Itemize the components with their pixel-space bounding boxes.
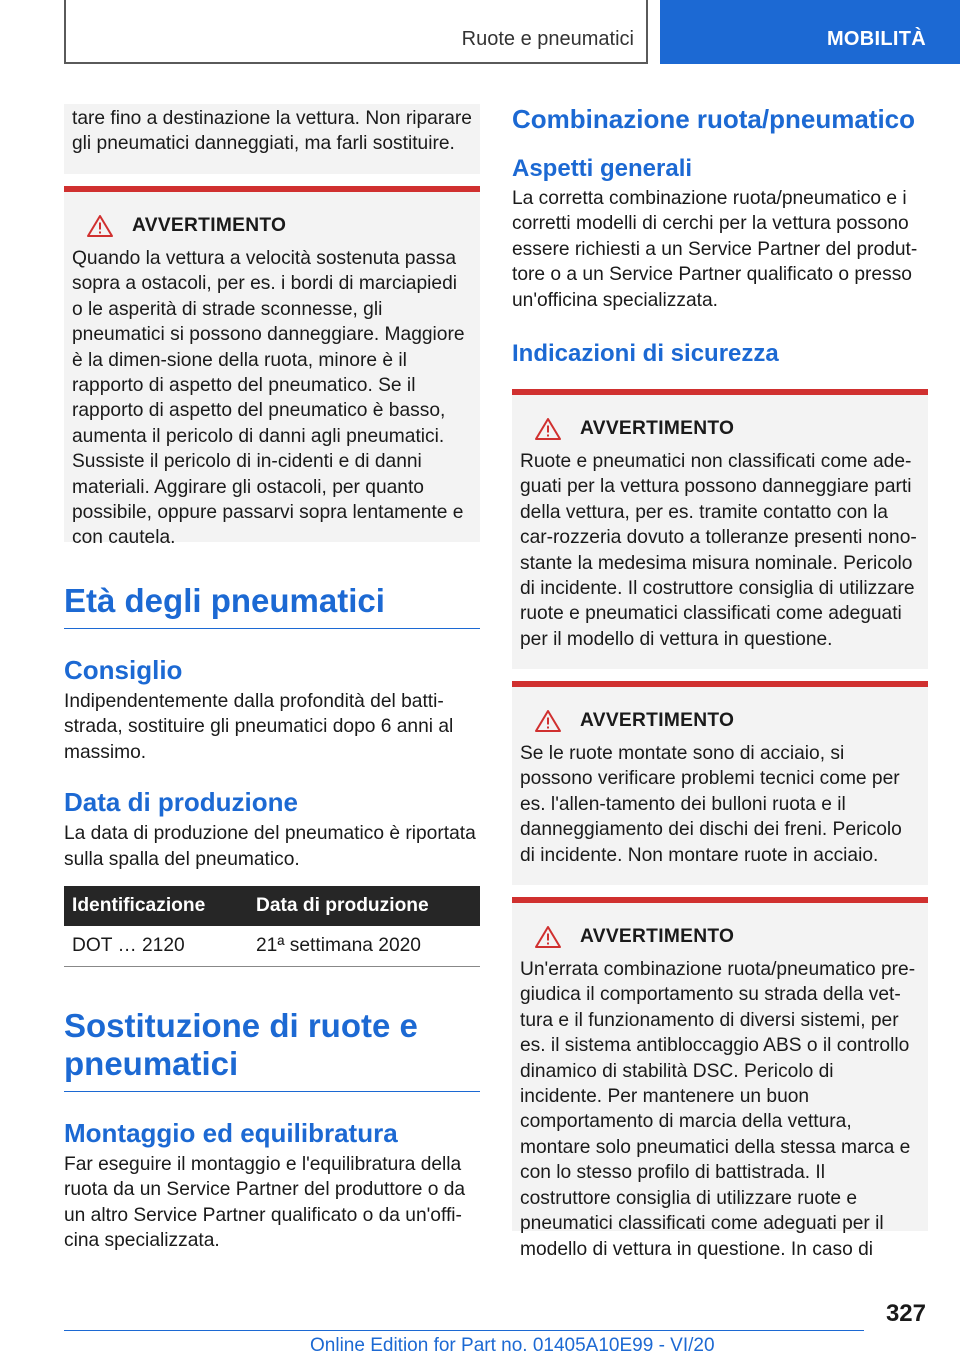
warning-text: Se le ruote montate sono di acciaio, si possono verificare problemi tecnici come per es. l'allen-tamento dei bulloni ruota e il danneggiamento dei dischi dei freni. Pericolo di incidente. Non montare ruote in acciaio. (520, 743, 902, 866)
warning-triangle-icon (534, 925, 562, 949)
warning-triangle-icon (86, 214, 114, 238)
section-heading-age: Età degli pneumatici (64, 582, 385, 619)
heading-combination: Combinazione ruota/pneumatico (512, 104, 916, 134)
replace-section-header (64, 1007, 480, 1092)
warning-triangle-icon (534, 417, 562, 441)
age-section-header (64, 582, 480, 629)
production-date-table (64, 886, 480, 967)
table-header-cell: Identificazione (64, 886, 248, 926)
warning-text: Un'errata combinazione ruota/pneumatico pre-giudica il comportamento su strada della vet-tura e il funzionamento di diversi sistemi, per es. il sistema antibloccaggio ABS o il controllo dinamico di stabilità DSC. Pericolo di incidente. Per mantenere un buon comportamento di marcia della vettura, montare solo pneumatici della stessa marca e con lo stesso profilo di battistrada. Il costruttore consiglia di utilizzare ruote e pneumatici classificati come adeguati per il modello di vettura in questione. In caso di (520, 959, 916, 1260)
heading-mounting: Montaggio ed equilibratura (64, 1118, 398, 1149)
footer-edition: Online Edition for Part no. 01405A10E99 - VI/20 (310, 1335, 715, 1356)
header-chapter-tab (660, 0, 960, 64)
advice-text: Indipendentemente dalla profondità del batti-strada, sostituire gli pneumatici dopo 6 anni al massimo. (64, 691, 454, 763)
heading-general: Aspetti generali (512, 155, 693, 182)
intro-box (64, 104, 480, 174)
page-number: 327 (885, 1300, 926, 1327)
warning-title: AVVERTIMENTO (580, 710, 735, 732)
left-column (64, 104, 480, 1254)
header-chapter-title: MOBILITÀ (826, 28, 926, 50)
table-header-cell: Data di produzione (248, 886, 480, 926)
warning-title: AVVERTIMENTO (580, 926, 735, 948)
footer-rule (64, 1330, 864, 1331)
header-section-title: Ruote e pneumatici (461, 28, 634, 50)
mounting-text: Far eseguire il montaggio e l'equilibratura della ruota da un Service Partner del produttore o da un altro Service Partner qualificato o da un'offi-cina specializzata. (64, 1154, 466, 1252)
heading-safety: Indicazioni di sicurezza (512, 340, 779, 368)
heading-production-date: Data di produzione (64, 787, 298, 818)
warning-text: Quando la vettura a velocità sostenuta passa sopra a ostacoli, per es. i bordi di marciapiedi o le asperità di strade sconnesse, gli pneumatici si possono danneggiare. Maggiore è la dimen-sione della ruota, minore è il rapporto di aspetto del pneumatico. Se il rapporto di aspetto del pneumatico è basso, aumenta il pericolo di danni agli pneumatici. Sussiste il pericolo di in-cidenti e di danni materiali. Aggirare gli ostacoli, per quanto possibile, oppure passarvi sopra lentamente e con cautela. (72, 248, 465, 549)
warning-box-1 (64, 186, 480, 549)
table-row (64, 926, 480, 967)
table-cell: DOT … 2120 (64, 926, 248, 967)
heading-advice: Consiglio (64, 655, 183, 685)
warning-box-3 (512, 681, 928, 885)
warning-box-4 (512, 897, 928, 1260)
warning-title: AVVERTIMENTO (132, 215, 287, 236)
warning-title: AVVERTIMENTO (580, 418, 735, 440)
warning-triangle-icon (534, 709, 562, 733)
warning-text: Ruote e pneumatici non classificati come ade-guati per la vettura possono danneggiare parti della vettura, per es. tramite contatto con la car-rozzeria dovuto a tolleranze presenti nono-stante la medesima misura nominale. Pericolo di incidente. Il costruttore consiglia di utilizzare ruote e pneumatici classificati come adeguati per il modello di vettura in questione. (520, 451, 917, 650)
intro-text: tare fino a destinazione la vettura. Non riparare gli pneumatici danneggiati, ma farli sostituire. (72, 108, 472, 155)
general-text: La corretta combinazione ruota/pneumatico e i corretti modelli di cerchi per la vettura possono essere richiesti a un Service Partner del produt-tore o a un Service Partner qualificato o presso un'officina specializzata. (512, 188, 918, 311)
table-cell: 21ª settimana 2020 (248, 926, 480, 967)
production-date-text: La data di produzione del pneumatico è riportata sulla spalla del pneumatico. (64, 823, 476, 870)
table-header-row (64, 886, 480, 926)
section-heading-replace: Sostituzione di ruote e pneumatici (64, 1007, 418, 1083)
header-section-tab (64, 0, 648, 64)
warning-box-2 (512, 389, 928, 669)
right-column (512, 104, 928, 1260)
